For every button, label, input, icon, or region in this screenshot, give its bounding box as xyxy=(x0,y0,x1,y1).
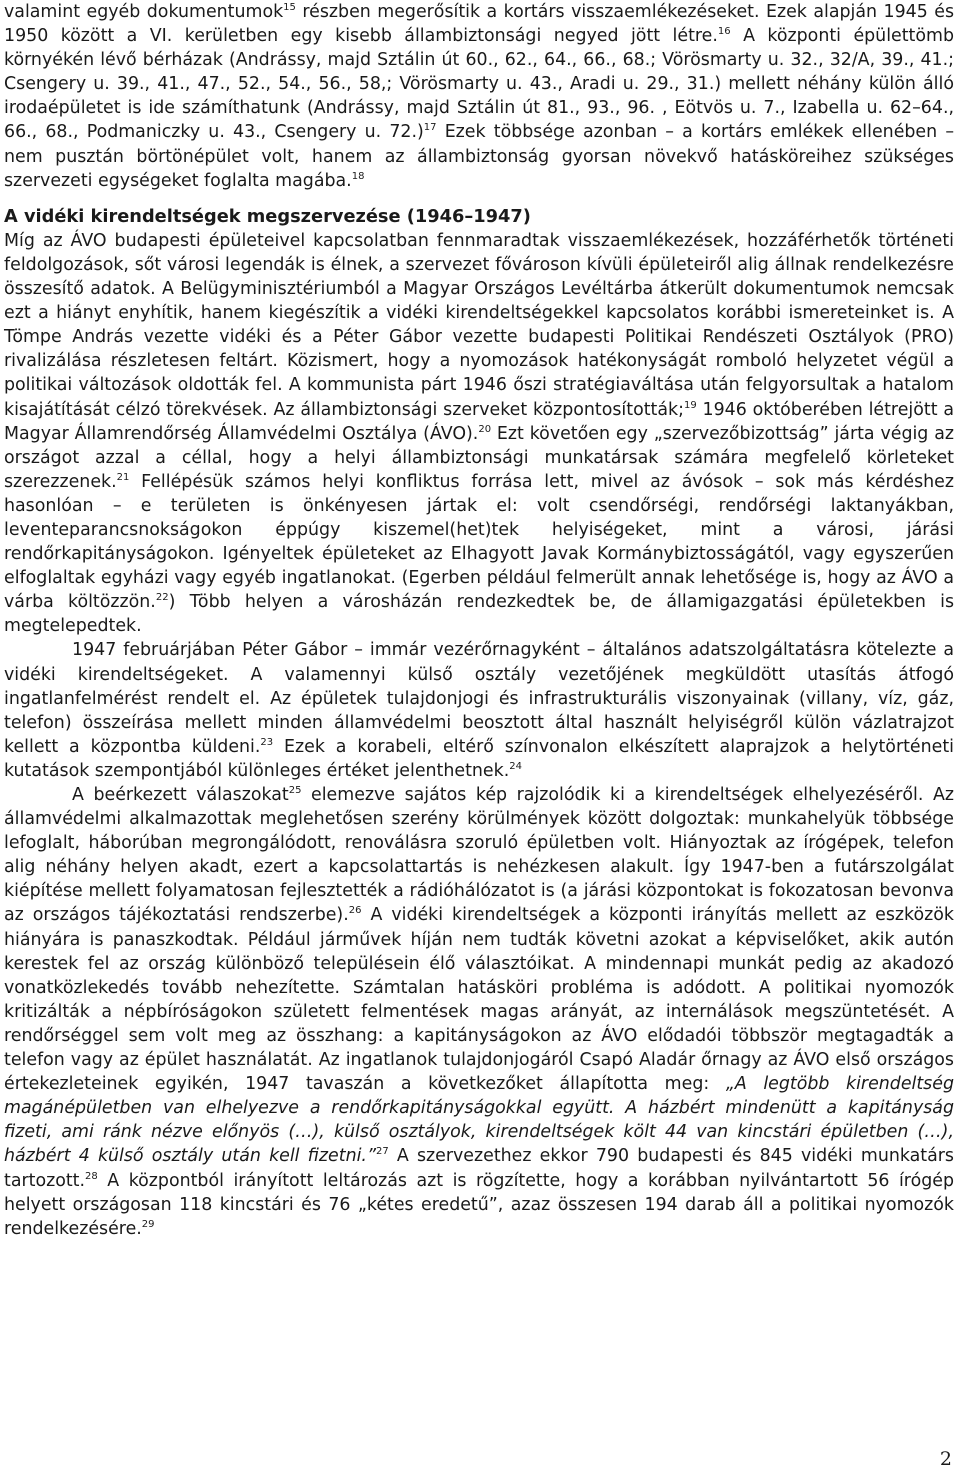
footnote-ref: 17 xyxy=(423,122,437,134)
section-body xyxy=(4,229,954,1241)
footnote-ref: 25 xyxy=(288,785,302,796)
intro-section xyxy=(4,0,954,193)
text-run: A központból irányított leltározás azt is rögzítette, hogy a korábban nyilvántartott 56 írógép helyett országosan 118 kincstári és 76 „kétes eredetű”, azaz összesen 194 darab áll a politikai nyomozók rendelkezésére. xyxy=(4,1170,954,1239)
paragraph xyxy=(4,783,954,1241)
paragraph xyxy=(4,0,954,193)
text-run: A szervezethez ekkor 790 budapesti és 845 vidéki munkatárs tartozott. xyxy=(4,1146,954,1191)
footnote-ref: 20 xyxy=(478,423,492,435)
text-run: Ezt követően egy „szervezőbizottság” járta végig az országot azzal a céllal, hogy a helyi állambiztonsági munkatársak számára megfelelő körleteket szerezzenek. xyxy=(4,423,955,492)
text-run: A beérkezett válaszokat xyxy=(72,785,289,805)
text-run: 1946 októberében létrejött a Magyar Államrendőrség Államvédelmi Osztálya (ÁVO). xyxy=(4,399,954,444)
footnote-ref: 28 xyxy=(85,1170,98,1182)
text-run: Ezek a korabeli, eltérő színvonalon elkészített alaprajzok a helytörténeti kutatások szempontjából különleges értéket jelenthetnek. xyxy=(4,736,954,781)
footnote-ref: 27 xyxy=(375,1146,389,1158)
footnote-ref: 29 xyxy=(141,1218,155,1230)
footnote-ref: 15 xyxy=(283,2,296,13)
section-heading: A vidéki kirendeltségek megszervezése (1946–1947) xyxy=(4,205,531,227)
footnote-ref: 26 xyxy=(348,905,362,917)
body-text xyxy=(4,0,954,1241)
page-number: 2 xyxy=(939,1448,952,1470)
footnote-ref: 18 xyxy=(351,170,365,182)
text-run: ) Több helyen a városházán rendezkedtek be, de államigazgatási épületekben is megtelepedtek. xyxy=(4,592,955,637)
footnote-ref: 21 xyxy=(116,471,130,483)
text-run: részben megerősítik a kortárs visszaemlékezéseket. Ezek alapján 1945 és 1950 között a VI. kerületben egy kisebb állambiztonsági negyed jött létre. xyxy=(4,2,954,47)
quote-text: „A legtöbb kirendeltség magánépületben van elhelyezve a rendőrkapitányságokkal együtt. A házbért mindenütt a kapitányság fizeti, ami ránk nézve előnyös (…), külső osztályok, kirendeltségek költ 44 van kincstári épületben (…), házbért 4 külső osztály után kell fizetni.” xyxy=(4,1074,954,1167)
text-run: 1947 februárjában Péter Gábor – immár vezérőrnagyként – általános adatszolgáltatásra kötelezte a vidéki kirendeltségeket. A valamennyi külső osztály vezetőjének megküldött utasítás átfogó ingatlanfelmérést rendelt el. Az épületek tulajdonjogi és infrastrukturális viszonyainak (villany, víz, gáz, telefon) összeírása mellett minden államvédelmi beosztott által használt helyiségről külön vázlatrajzot kellett a központba küldeni. xyxy=(4,640,954,757)
text-run: A vidéki kirendeltségek a központi irányítás mellett az eszközök hiányára is panaszkodtak. Például járművek híján nem tudták követni azokat a képviselőket, akik autón kerestek fel az ország különböző településein élő választóikat. A mindennapi munkát pedig az akadozó vonatközlekedés tovább nehezítette. Számtalan hatásköri probléma is adódott. A politikai nyomozók kritizálták a népbíróságokon született felmentések magas arányát, az internálások megszüntetését. A rendőrséggel sem volt meg az összhang: a kapitányságokon az ÁVO elődadói többször megtagadták a telefon vagy az épület használatát. Az ingatlanok tulajdonjogáról Csapó Aladár őrnagy az ÁVO első országos értekezleteinek egyikén, 1947 tavaszán a következőket állapította meg: xyxy=(4,905,954,1095)
text-run: Fellépésük számos helyi konfliktus forrása lett, mivel az ávósok – sok más kérdéshez hasonlóan – e területen is önkényesen jártak el: volt csendőrségi, rendőrségi laktanyákban, leventeparancsnokságokon éppúgy kiszemel(het)tek helyiségeket, mint a városi, járási rendőrkapitányságokon. Igényeltek épületeket az Elhagyott Javak Kormánybiztosságától, vagy egyszerűen elfoglaltak egyházi vagy egyéb ingatlanokat. (Egerben például felmerült annak lehetősége is, hogy az ÁVO a várba költözzön. xyxy=(4,471,954,613)
text-run: Ezek többsége azonban – a kortárs emlékek ellenében – nem pusztán börtönépület volt, hanem az állambiztonság gyorsan növekvő hatásköreihez szükséges szervezeti egységeket foglalta magába. xyxy=(4,122,955,191)
footnote-ref: 24 xyxy=(509,760,522,772)
text-run: elemezve sajátos kép rajzolódik ki a kirendeltségek elhelyezéséről. Az államvédelmi alkalmazottak meglehetősen szerény körülmények között dolgoztak: munkahelyük többsége lefoglalt, háborúban megrongálódott, renoválásra szoruló épületben volt. Hiányoztak az írógépek, telefon alig néhány helyen akadt, ezert a kapcsolattartás is nehézkesen alakult. Így 1947-ben a futárszolgálat kiépítése mellett folyamatosan fejlesztették a rádióhálózatot is (a járási központokat is fokozatosan bevonva az országos tájékoztatási rendszerbe). xyxy=(4,785,954,926)
footnote-ref: 19 xyxy=(683,399,697,411)
text-run: Míg az ÁVO budapesti épületeivel kapcsolatban fennmaradtak visszaemlékezések, hozzáférhetők történeti feldolgozások, sőt városi legendák is élnek, a szervezet fővároson kívüli épületeiről alig állnak rendelkezésre összesítő adatok. A Belügyminisztériumból a Magyar Országos Levéltárba átkerült dokumentumok nemcsak ezt a hiányt enyhítik, hanem kiegészítik a vidéki kirendeltségekkel kapcsolatos korábbi ismereteinket is. A Tömpe András vezette vidéki és a Péter Gábor vezette budapesti Politikai Rendészeti Osztályok (PRO) rivalizálása részletesen feltárt. Közismert, hogy a nyomozások hatékonyságát romboló helyzetet végül a politikai változások oldották fel. A kommunista párt 1946 őszi stratégiaváltása után felgyorsultak a hatalom kisajátítását célzó törekvések. Az állambiztonsági szerveket központosították; xyxy=(4,230,954,420)
paragraph xyxy=(4,638,954,783)
footnote-ref: 23 xyxy=(260,736,274,748)
text-run: valamint egyéb dokumentumok xyxy=(4,2,284,22)
text-run: A központi épülettömb környékén lévő bérházak (Andrássy, majd Sztálin út 60., 62., 64., 66., 68.; Vörösmarty u. 32., 32/A, 39., 41.; Csengery u. 39., 41., 47., 52., 54., 56., 58,; Vörösmarty u. 43., Aradi u. 29., 31.) mellett néhány külön álló irodaépületet is ide számíthatunk (Andrássy, majd Sztálin út 81., 93., 96. , Eötvös u. 7., Izabella u. 62–64., 66., 68., Podmaniczky u. 43., Csengery u. 72.) xyxy=(4,26,954,143)
paragraph xyxy=(4,229,954,639)
footnote-ref: 22 xyxy=(155,592,169,604)
footnote-ref: 16 xyxy=(717,26,731,38)
